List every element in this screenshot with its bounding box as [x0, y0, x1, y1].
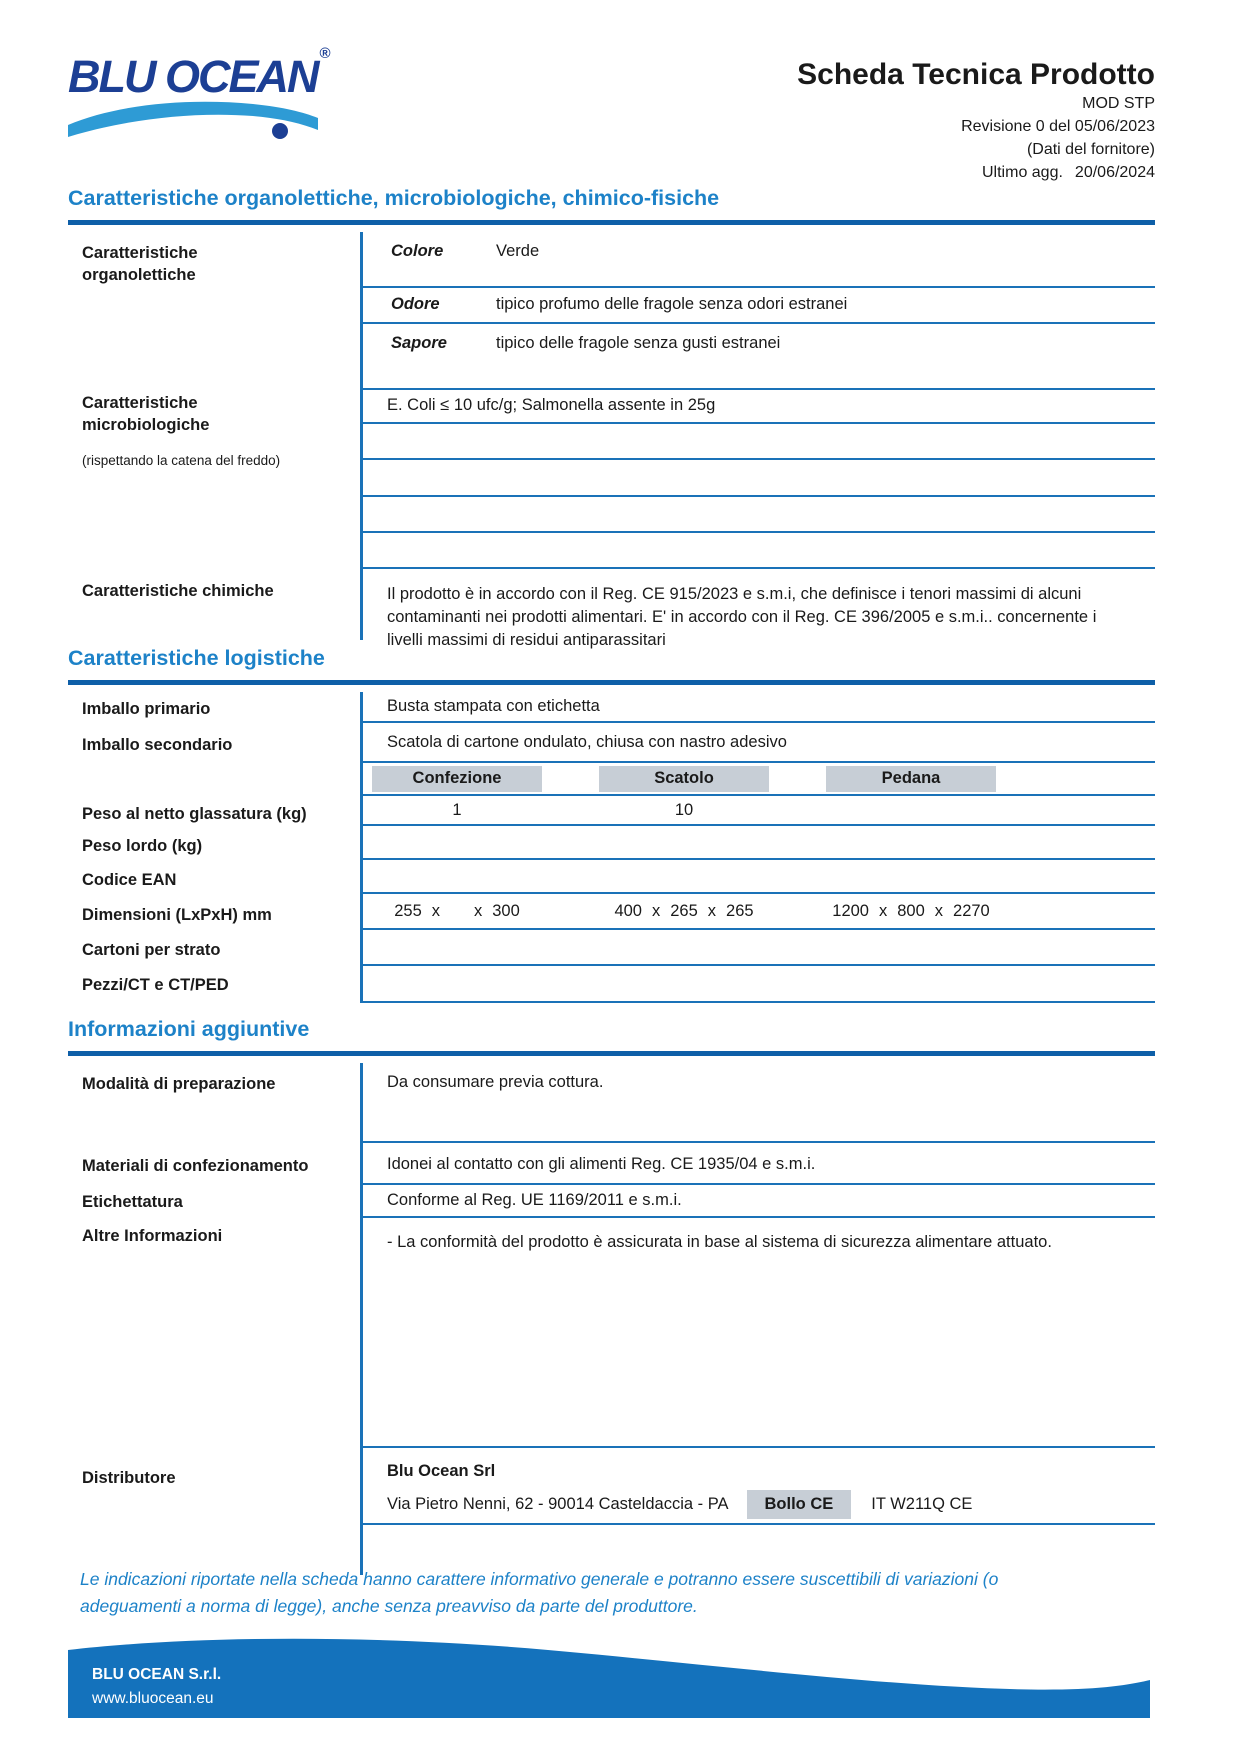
label-cartoni: Cartoni per strato: [82, 941, 221, 959]
attr-odore-value: tipico profumo delle fragole senza odori estranei: [496, 295, 848, 313]
imballo-secondario-value: Scatola di cartone ondulato, chiusa con nastro adesivo: [387, 733, 787, 751]
dim-sep: x: [707, 901, 717, 920]
document-body: [68, 186, 1155, 1575]
table-row-empty: [363, 966, 1155, 1003]
content-column: [360, 232, 1155, 649]
table-additional: [68, 1063, 1155, 1575]
footer-website: www.bluocean.eu: [92, 1690, 214, 1707]
table-row-empty: [363, 424, 1155, 460]
attr-colore-label: Colore: [391, 242, 444, 260]
dim-value: 265: [726, 901, 754, 920]
footer-band: [68, 1634, 1150, 1718]
table-row: [363, 692, 1155, 723]
brand-logo: [68, 45, 338, 139]
label-altre-informazioni: Altre Informazioni: [82, 1227, 223, 1245]
section-heading-organoleptic: Caratteristiche organolettiche, microbiologiche, chimico-fisiche: [68, 186, 720, 210]
dim-sep: x: [934, 901, 944, 920]
logo-dot-icon: [272, 123, 288, 139]
dim-sep: x: [431, 901, 440, 920]
table-row: [363, 1143, 1155, 1185]
doc-last-update-label: Ultimo agg.: [982, 164, 1063, 181]
footer-company: BLU OCEAN S.r.l.: [92, 1666, 222, 1683]
label-peso-netto: Peso al netto glassatura (kg): [82, 805, 307, 823]
brand-logo-text: [68, 45, 338, 102]
chem-value: Il prodotto è in accordo con il Reg. CE 915/2023 e s.m.i, che definisce i tenori massimi di alcuni contaminanti nei prodotti alimentari. E' in accordo con il Reg. CE 396/2005 e s.m.i.. concernente i livelli massimi di residui antiparassitari: [387, 585, 1097, 649]
peso-netto-scatolo: 10: [674, 800, 694, 819]
dimensioni-scatolo: [599, 902, 769, 921]
table-row-empty: [363, 497, 1155, 533]
table-row-empty: [363, 930, 1155, 966]
label-imballo-secondario: Imballo secondario: [82, 736, 233, 754]
table-row: [363, 796, 1155, 826]
dim-value: 2270: [953, 901, 990, 920]
attr-colore-value: Verde: [496, 242, 540, 260]
dim-sep: x: [651, 901, 661, 920]
distributore-details: [387, 1490, 1155, 1519]
table-row: [363, 1063, 1155, 1143]
label-materiali: Materiali di confezionamento: [82, 1157, 309, 1175]
column-header-pedana: Pedana: [826, 766, 996, 792]
table-row: [363, 1185, 1155, 1218]
table-row: [363, 232, 1155, 288]
bollo-ce-value: IT W211Q CE: [871, 1495, 973, 1513]
section-rule: [68, 220, 1155, 225]
doc-model: MOD STP: [1082, 95, 1155, 112]
label-modalita: Modalità di preparazione: [82, 1075, 276, 1093]
modalita-value: Da consumare previa cottura.: [387, 1073, 604, 1091]
section-rule: [68, 1051, 1155, 1056]
table-header-row: [363, 763, 1155, 796]
materiali-value: Idonei al contatto con gli alimenti Reg. CE 1935/04 e s.m.i.: [387, 1155, 816, 1173]
brand-name: BLU OCEAN: [68, 51, 318, 102]
dim-value: 800: [897, 901, 925, 920]
dim-value: 265: [670, 901, 698, 920]
attr-sapore-value: tipico delle fragole senza gusti estranei: [496, 334, 781, 352]
table-row-empty: [363, 460, 1155, 497]
attr-odore-label: Odore: [391, 295, 440, 313]
label-distributore: Distributore: [82, 1469, 176, 1487]
dim-value: 1200: [832, 901, 869, 920]
doc-supplier-note: (Dati del fornitore): [1026, 141, 1155, 158]
table-row: [363, 894, 1155, 930]
peso-netto-confezione: 1: [452, 800, 462, 819]
section-rule: [68, 680, 1155, 685]
table-row-empty: [363, 860, 1155, 894]
table-row-empty: [363, 826, 1155, 860]
table-row: [363, 1448, 1155, 1525]
attr-sapore-label: Sapore: [391, 334, 447, 352]
label-imballo-primario: Imballo primario: [82, 700, 211, 718]
document-meta: [797, 58, 1155, 184]
distributore-company: Blu Ocean Srl: [387, 1462, 496, 1480]
table-logistics: [68, 692, 1155, 1003]
label-dimensioni: Dimensioni (LxPxH) mm: [82, 906, 272, 924]
table-row: [363, 569, 1155, 649]
footer-wave-icon: [68, 1634, 1150, 1718]
dim-value: 255: [394, 901, 422, 920]
doc-revision: Revisione 0 del 05/06/2023: [961, 118, 1155, 135]
doc-last-update-date: 20/06/2024: [1074, 164, 1155, 181]
label-chimiche: Caratteristiche chimiche: [82, 582, 274, 600]
dim-value: 300: [492, 901, 520, 920]
disclaimer-text: Le indicazioni riportate nella scheda hanno carattere informativo generale e potranno essere suscettibili di variazioni (o adeguamenti a norma di legge), anche senza preavviso da parte del produttore.: [80, 1569, 999, 1616]
bollo-ce-chip: Bollo CE: [747, 1490, 852, 1519]
table-organoleptic: [68, 232, 1155, 649]
registered-mark: ®: [319, 45, 331, 62]
table-row: [363, 390, 1155, 424]
label-microbiologiche: Caratteristiche microbiologiche: [82, 394, 210, 434]
micro-value: E. Coli ≤ 10 ufc/g; Salmonella assente in 25g: [387, 396, 716, 414]
column-header-confezione: Confezione: [372, 766, 542, 792]
section-heading-additional: Informazioni aggiuntive: [68, 1017, 310, 1041]
table-row: [363, 288, 1155, 324]
column-header-scatolo: Scatolo: [599, 766, 769, 792]
altre-value: - La conformità del prodotto è assicurata in base al sistema di sicurezza alimentare attuato.: [387, 1233, 1052, 1251]
dim-value: 400: [614, 901, 642, 920]
dim-sep: x: [878, 901, 888, 920]
doc-last-update: [797, 161, 1155, 184]
section-heading-logistics: Caratteristiche logistiche: [68, 646, 325, 670]
dim-sep: x: [474, 901, 483, 920]
content-column: [360, 1063, 1155, 1575]
label-peso-lordo: Peso lordo (kg): [82, 837, 203, 855]
label-codice-ean: Codice EAN: [82, 871, 177, 889]
label-etichettatura: Etichettatura: [82, 1193, 183, 1211]
table-row-empty: [363, 533, 1155, 569]
page-title: Scheda Tecnica Prodotto: [797, 58, 1155, 91]
label-organolettiche: Caratteristiche organolettiche: [82, 244, 198, 284]
table-row: [363, 723, 1155, 763]
dimensioni-confezione: [372, 902, 542, 921]
label-cold-chain-note: (rispettando la catena del freddo): [82, 453, 281, 468]
label-pezzi: Pezzi/CT e CT/PED: [82, 976, 229, 994]
content-column: [360, 692, 1155, 1003]
table-row: [363, 1218, 1155, 1448]
etichettatura-value: Conforme al Reg. UE 1169/2011 e s.m.i.: [387, 1191, 682, 1209]
distributore-address: Via Pietro Nenni, 62 - 90014 Casteldaccia - PA: [387, 1495, 729, 1513]
table-row: [363, 324, 1155, 390]
dim-value: [450, 902, 464, 921]
dimensioni-pedana: [826, 902, 996, 921]
imballo-primario-value: Busta stampata con etichetta: [387, 697, 600, 715]
